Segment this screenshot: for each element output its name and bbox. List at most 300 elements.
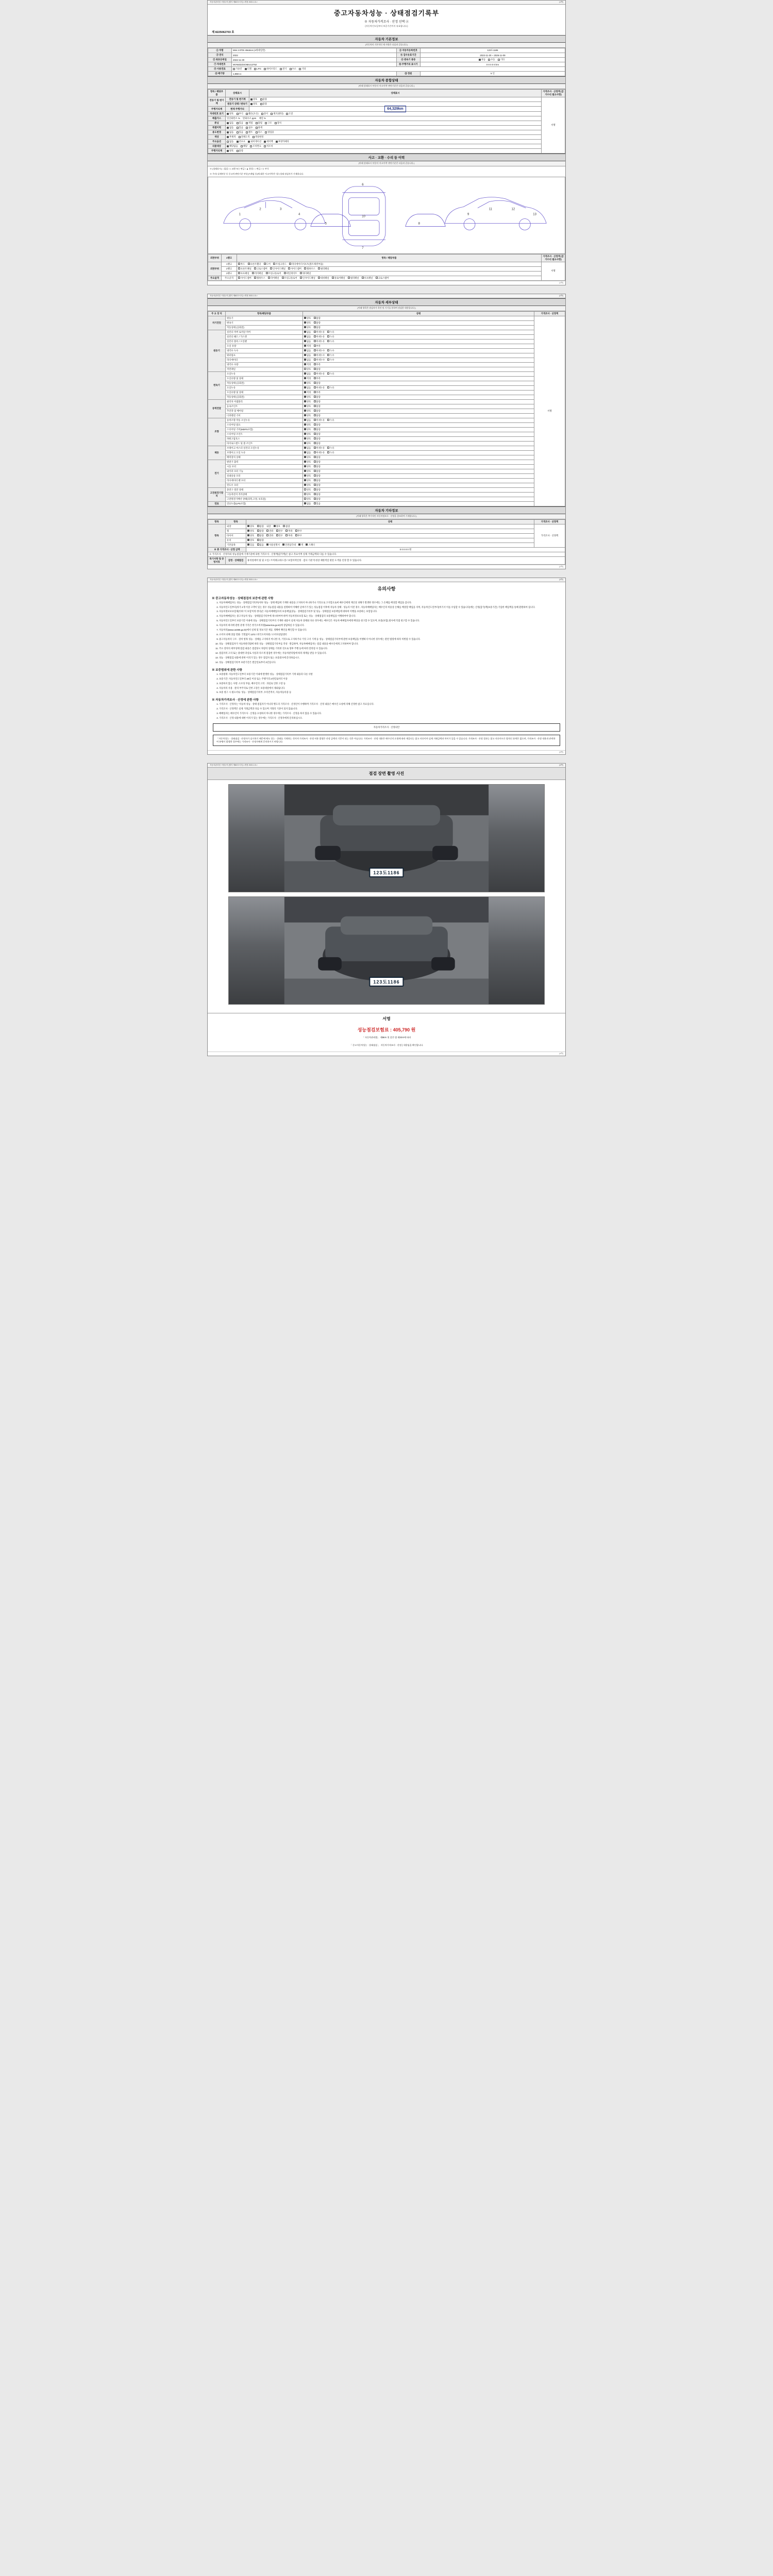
struct-item[interactable]: 플로어패널 [332,277,345,280]
state-1[interactable]: 불량 [314,474,321,478]
vin-opt-3[interactable]: 상이 [261,112,268,115]
state-2[interactable]: 누유 [327,372,334,376]
svg-text:2: 2 [259,208,261,211]
state-1[interactable]: 불량 [314,442,321,445]
state-0[interactable]: 양호 [304,461,311,464]
document-title-block [208,5,565,29]
detail-group-5: 제동 [208,446,226,460]
photos-title: 점검 장면 촬영 사진 [208,768,565,780]
opt-good[interactable]: 양호 [250,98,257,101]
fuel-label: ⑨ 사용연료 [208,67,232,72]
state-0[interactable]: 양호 [304,382,311,385]
state-1[interactable]: 미세누유 [314,447,325,450]
state-0[interactable]: 없음 [304,372,311,376]
state-0[interactable]: 양호 [304,456,311,459]
table-header-row [208,254,565,262]
state-0[interactable]: 양호 [304,428,311,431]
struct-item[interactable]: 사이드멤버 [238,277,251,280]
detail-state-1-4 [303,348,534,353]
state-1[interactable]: 불량 [314,396,321,399]
state-0[interactable]: 없음 [304,349,311,352]
state-1[interactable]: 불량 [314,456,321,459]
table-row [208,116,565,121]
detail-item-0-1: 변속기 [226,320,303,325]
basic-yes[interactable]: 있음 [247,544,254,547]
state-0[interactable]: 양호 [304,465,311,468]
detail-state-1-1 [303,334,534,339]
doc-no-suffix: 호 [231,31,234,34]
table-row [208,478,565,483]
struct-item[interactable]: 대쉬패널 [318,277,329,280]
main-option-3[interactable]: 에어백 [264,140,273,143]
main-option-0[interactable]: 없음 [227,140,233,143]
state-0[interactable]: 없음 [304,340,311,343]
table-row [208,385,565,390]
odometer-value: 0 0 0 0 0 km [420,62,565,67]
detail-sign: 서명 [534,316,565,506]
doc-no-value: 8225062703 [215,31,231,34]
basic-value-0: Mini 2.0TDi 4Motion (4세대일반) [232,48,397,53]
recall-na[interactable]: 해당없음 [227,145,238,148]
extra-opt-0[interactable]: 양호 [227,149,233,152]
state-1[interactable]: 미세누유 [314,335,325,338]
other-item-3: 유리 [226,538,246,543]
state-bad[interactable]: 불량 [257,525,264,528]
state-1[interactable]: 있음 [314,502,321,505]
state-good[interactable]: 양호 [304,321,311,325]
vin-opts [226,112,542,116]
state-1[interactable]: 미세누유 [314,386,325,389]
tuning-yes[interactable]: 있음 [237,122,243,125]
state-0[interactable]: 양호 [304,470,311,473]
state-0[interactable]: 적정 [304,345,311,348]
notice-head-2: ※ 보증범위에 관한 사항 [212,668,242,672]
state-0[interactable]: 양호 [304,474,311,478]
basic-no[interactable]: 없음 [257,544,264,547]
glass-good[interactable]: 양호 [247,539,254,542]
detail-table [208,311,565,506]
other-col-state: 상태 [246,519,534,524]
seats-value: 5 인 [420,72,565,76]
state-1[interactable]: 불량 [314,493,321,496]
detail-state-1-7 [303,362,534,367]
usage-none[interactable]: 없음 [227,131,233,134]
state-0[interactable]: 없음 [304,419,311,422]
struct-item[interactable]: 트렁크리드 [273,263,287,266]
detail-item-7-0: 충전구 절연 상태 [226,487,303,492]
state-0[interactable]: 적정 [304,391,311,394]
detail-group-7: 고전원전기장치 [208,487,226,501]
struct-item[interactable]: 프론트패널 [238,267,251,270]
struct-item[interactable]: 인사이드패널 [270,267,285,270]
state-good-2[interactable]: 양호 [274,525,280,528]
page-subtitle: ※ 자동차가격조사 · 산정 선택 ② [364,21,409,24]
state-1[interactable]: 불량 [314,368,321,371]
detail-item-6-1: 시동 모터 [226,464,303,469]
color-opts [226,135,542,140]
structure-items-2 [237,266,542,271]
special-text: 휴리얼에어 및 및 오일 / 트럭테크타드장 / 보험이력인정 · 검사 기관 특성상 제한적일 판문 도색을 인정 할 수 있습니다. [246,556,565,564]
detail-item-6-0: 발전기 출력 [226,460,303,464]
state-2[interactable]: 누수 [327,354,334,357]
state-1[interactable]: 미세누수 [314,359,325,362]
state-1[interactable]: 미세누유 [314,451,325,454]
wheel-good[interactable]: 양호 [247,530,254,533]
table-row [208,483,565,487]
history-none[interactable]: 없음 [227,126,233,129]
struct-item[interactable]: 필러패널 [348,277,359,280]
vin-item-label: 차대번호 표기 [208,112,226,116]
list-item: 3. 보증하지 않는 사항: 소모성 부품, 매수인의 고의 · 과실로 인한 고장 등 [219,682,560,685]
state-1[interactable]: 미세누유 [314,340,325,343]
struct-item[interactable]: 휠하우스 [304,267,315,270]
structure-table [208,254,565,281]
structure-rank-1: 1랭크 [222,262,237,266]
state-0[interactable]: 없음 [304,354,311,357]
fuel-other[interactable]: 기타 [299,67,306,71]
accident-sign: 서명 [542,262,565,280]
state-0[interactable]: 없음 [304,359,311,362]
struct-item[interactable]: 쿼터패널 [300,272,311,275]
sheet-4 [207,763,566,1056]
state-1[interactable]: 불량 [314,484,321,487]
state-2[interactable]: 누유 [327,331,334,334]
table-header-row [208,90,565,97]
vin-opt-1[interactable]: 부식 [237,112,243,115]
state-0[interactable]: 양호 [304,493,311,496]
list-item: 2. 자동차인도일부터(차가 2개 이상 고객이 있는 경우 성능점검 내용을 설명하여 이해한 날짜기가 있는 성능점검 이후에 자동차 상태 · 성능의 이전 경우, 자동차매매업자는 매수인의 비용상 손해를 배상할 책임을 지며, 자동차인도일부터(여기서 이를 수입할 수 있습니다)에는 산정(감가)액(보증기간) 기입한 책임액을 통해 환원하여 집니다. [219,606,560,609]
detail-item-2-4: 오일유량 및 상태 [226,390,303,395]
special-sub: 감정 · 상태점검 [226,556,246,564]
option-manual[interactable]: 수동 [488,58,495,61]
table-header-row [208,311,565,316]
page-subtitle-note: (자동차인도일부터 보증기간까지 유효합니다.) [365,25,408,27]
overall-col-2: 상태표시 [249,90,542,97]
state-1[interactable]: 부족 [314,391,321,394]
state-2[interactable]: 누유 [327,335,334,338]
tire-fr[interactable]: 전우 [276,534,283,537]
state-0[interactable]: 양호 [304,488,311,492]
basic-manual[interactable]: 사용설명서 [266,544,280,547]
basic-spanner[interactable]: 스패너 [306,544,314,547]
tuning-none[interactable]: 없음 [227,122,233,125]
color-none[interactable]: 무채색 [227,135,236,139]
history-opts [226,126,542,130]
struct-item[interactable]: 프론트휀더 [248,263,261,266]
state-1[interactable]: 불량 [314,488,321,492]
fuel-hybrid[interactable]: 하이브리드 [264,67,277,71]
tire-bad[interactable]: 불량 [257,534,264,537]
state-1[interactable]: 불량 [314,479,321,482]
state-bad[interactable]: 불량 [314,317,321,320]
vin-opt-4[interactable]: 변조(변타) [271,112,283,115]
detail-state-2-0 [303,371,534,376]
detail-item-1-0: 실린더 커버 로커암 커버 [226,330,303,334]
struct-item[interactable]: 트렁크플로어 [266,272,281,275]
table-row [208,533,565,538]
detail-item-2-0: 오일누유 [226,371,303,376]
detail-group-0: 자기진단 [208,316,226,330]
state-1[interactable]: 불량 [314,382,321,385]
table-row [208,130,565,135]
state-0[interactable]: 없음 [304,386,311,389]
state-0[interactable]: 없음 [304,331,311,334]
glass-bad[interactable]: 불량 [257,539,264,542]
sheet-2 [207,294,566,569]
detail-state-6-4 [303,478,534,483]
page-title: 중고자동차성능 · 상태점검기록부 [333,9,440,17]
tire-good[interactable]: 양호 [247,534,254,537]
usage-yes[interactable]: 있음 [237,131,243,134]
history-flood[interactable]: 침수 [246,126,253,129]
state-1[interactable]: 불량 [314,465,321,468]
fuel-hydrogen[interactable]: 수소 [290,67,296,71]
state-0[interactable]: 없음 [304,502,311,505]
detail-item-1-2: 실린더 블록 / 오일팬 [226,339,303,344]
state-2[interactable]: 누유 [327,447,334,450]
options-label: 주요옵션 [208,140,226,144]
svg-text:13: 13 [533,213,536,216]
state-1[interactable]: 미세누유 [314,419,325,422]
state-0[interactable]: 적정 [304,363,311,366]
detail-item-8-0: 연료누출(LPG포함) [226,501,303,506]
state-1[interactable]: 불량 [314,437,321,440]
wheel-rr[interactable]: 후우 [295,530,302,533]
state-0[interactable]: 양호 [304,410,311,413]
vin-opt-2[interactable]: 훼손(오손) [246,112,258,115]
table-row [208,62,565,67]
state-1[interactable]: 불량 [314,433,321,436]
vin-opt-0[interactable]: 양호 [227,112,233,115]
odometer-item-label: 주행거리계 [208,107,226,112]
form-code-3: 자동차관리법 시행규칙 [별지 제82호서식] <개정 2021.1.5.> [210,578,258,581]
usage-rent[interactable]: 렌트 [246,131,253,134]
state-1[interactable]: 부족 [314,363,321,366]
detail-item-1-4: 냉각수 누수 [226,348,303,353]
detail-state-0-1 [303,320,534,325]
struct-item[interactable]: 휠하우스 [254,277,265,280]
color-change[interactable]: 색상변경 [253,135,264,139]
state-0[interactable]: 양호 [304,405,311,408]
detail-item-1-1: 실린더 헤드 / 가스켓 [226,334,303,339]
list-item: 14. 성능 · 상태점검기록부 보관기간은 발급일로부터 2년입니다. [219,661,560,664]
history-fire[interactable]: 화재 [256,126,262,129]
state-0[interactable]: 양호 [304,396,311,399]
state-1[interactable]: 불량 [314,405,321,408]
state-1[interactable]: 부족 [314,377,321,380]
state-0[interactable]: 양호 [304,498,311,501]
state-0[interactable]: 양호 [304,400,311,403]
struct-item[interactable]: 리어패널 [252,272,263,275]
opt-good[interactable]: 양호 [250,103,257,106]
history-label: 특별이력 [208,126,226,130]
overall-col-1: 상태표시 [226,90,249,97]
table-row [208,409,565,413]
state-0[interactable]: 양호 [304,414,311,417]
state-1[interactable]: 미세누수 [314,354,325,357]
structure-rank-4: 주요골격 [222,276,237,280]
state-2[interactable]: 누유 [327,419,334,422]
detail-group-6: 전기 [208,460,226,487]
state-good[interactable]: 양호 [304,326,311,329]
svg-text:7: 7 [362,246,364,250]
recall-yes[interactable]: 해당 [241,145,247,148]
state-bad[interactable]: 불량 [314,326,321,329]
state-0[interactable]: 양호 [304,368,311,371]
emission-label: 배출가스 [208,116,226,121]
detail-state-5-1 [303,450,534,455]
struct-item[interactable]: 크로스멤버 [254,267,267,270]
table-row [208,497,565,501]
state-2[interactable]: 누유 [327,386,334,389]
state-2[interactable]: 누수 [327,359,334,362]
state-1[interactable]: 불량 [314,470,321,473]
table-row [208,149,565,154]
tire-rl[interactable]: 후좌 [285,534,292,537]
list-item: 8. 소비자 피해 상담 전화: 국번없이 1372 / 한국소비자원 / 소비자상담센터 [219,633,560,636]
svg-text:11: 11 [489,208,492,211]
table-row [208,381,565,385]
detail-item-1-5: 워터펌프 [226,353,303,358]
tire-fl[interactable]: 전좌 [266,534,273,537]
vin-opt-5[interactable]: 도말 [286,112,293,115]
fuel-lpg[interactable]: LPG [254,67,261,70]
basic-label2-3: ⑩ 주행거리 표시기 [396,62,420,67]
displacement-label: ⑪ 배기량 [208,72,232,76]
struct-item[interactable]: 사이드멤버 [288,267,301,270]
state-good[interactable]: 양호 [247,525,254,528]
struct-item[interactable]: 루프패널 [362,277,373,280]
svg-text:5: 5 [325,222,327,226]
state-0[interactable]: 없음 [304,335,311,338]
usage-lease[interactable]: 리스 [256,131,262,134]
state-0[interactable]: 양호 [304,484,311,487]
fuel-gasoline[interactable]: 가솔린 [233,67,242,71]
struct-item[interactable]: 트렁크플로어 [282,277,297,280]
state-1[interactable]: 부족 [314,345,321,348]
state-0[interactable]: 양호 [304,479,311,482]
wheel-fr[interactable]: 전우 [276,530,283,533]
struct-item[interactable]: 크로스멤버 [376,277,389,280]
fuel-electric[interactable]: 전기 [280,67,287,71]
recall-notdone[interactable]: 미조치 [264,145,273,148]
basic-triangle[interactable]: 안전삼각대 [282,544,296,547]
state-1[interactable]: 불량 [314,414,321,417]
table-row [208,344,565,348]
basic-jack[interactable]: 잭 [298,544,303,547]
fuel-diesel[interactable]: 디젤 [245,67,251,71]
detail-state-2-1 [303,376,534,381]
state-0[interactable]: 양호 [304,437,311,440]
state-1[interactable]: 불량 [314,461,321,464]
basic-label2-2: ⑥ 변속기 종류 [396,58,420,62]
tuning-illegal[interactable]: 불법 [256,122,262,125]
structure-col-sign: 가격조사 · 산정액 (감가수리 필요사항) [542,254,565,262]
state-1[interactable]: 불량 [314,428,321,431]
state-good[interactable]: 양호 [304,317,311,320]
state-0[interactable]: 양호 [304,423,311,427]
struct-item[interactable]: 리어패널 [268,277,279,280]
wheel-bad[interactable]: 불량 [257,530,264,533]
color-full[interactable]: 전체도색 [239,135,250,139]
struct-item[interactable]: 후드 [238,263,245,266]
struct-item[interactable]: 루프패널 [238,272,249,275]
state-0[interactable]: 없음 [304,451,311,454]
state-2[interactable]: 누유 [327,340,334,343]
state-0[interactable]: 양호 [304,442,311,445]
detail-item-4-3: 스티어링 조인트 [226,432,303,436]
state-bad-2[interactable]: 불량 [283,525,290,528]
state-1[interactable]: 미세누유 [314,331,325,334]
list-item: 1. 가격조사 · 산정자는 '자동차 성능 · 상태 점검자가 아니라 별도의 가격조사 · 산정인이 수행하며 가격조사 · 산정 내용은 매수인 요청에 의해 산정한 참고 자료입니다. [219,703,560,706]
extra-opt-1[interactable]: 불량 [237,149,243,152]
main-option-4[interactable]: 후방카메라 [276,140,289,143]
wheel-fl[interactable]: 전좌 [266,530,273,533]
detail-state-2-4 [303,390,534,395]
state-1[interactable]: 미세누유 [314,372,325,376]
fuel-options [232,67,565,72]
opt-bad[interactable]: 불량 [260,98,267,101]
state-1[interactable]: 불량 [314,423,321,427]
photos-container [208,780,565,1013]
struct-item[interactable]: 도어 [264,263,271,266]
state-bad[interactable]: 불량 [314,321,321,325]
wheel-rl[interactable]: 후좌 [285,530,292,533]
state-1[interactable]: 불량 [314,498,321,501]
table-row [208,524,565,529]
structure-group-frame: 주요골격 [208,276,222,280]
state-1[interactable]: 미세누수 [314,349,325,352]
tire-rr[interactable]: 후우 [295,534,302,537]
main-option-2[interactable]: 내비게이션 [248,140,261,143]
history-yes[interactable]: 있음 [237,126,243,129]
state-2[interactable]: 누수 [327,349,334,352]
list-item: 1. 보증범위: 자동차인도일부터 보증기간 이내에 발생한 성능 · 상태점검기록부 기재 내용과 다른 사항 [219,673,560,676]
main-option-1[interactable]: 선루프 [237,140,245,143]
struct-item[interactable]: 라디에이터서포트(볼트체결부품) [289,263,323,266]
detail-state-1-6 [303,358,534,362]
table-row [208,334,565,339]
notice-head-3: ※ 자동차가격조사 · 산정에 관한 사항 [212,699,259,702]
state-1[interactable]: 불량 [314,400,321,403]
opt-bad[interactable]: 불량 [260,103,267,106]
state-0[interactable]: 없음 [304,447,311,450]
tuning-legal[interactable]: 적법 [246,122,253,125]
struct-item[interactable]: 필러패널 [318,267,329,270]
tuning-structure[interactable]: 구조 [265,122,272,125]
option-auto[interactable]: 자동 [479,58,485,61]
table-row [208,543,565,547]
recall-done[interactable]: 조치완료 [250,145,261,148]
list-item: 2. 가격조사 · 산정액은 실제 거래금액과 다를 수 있으며 거래의 기준이 되지 않습니다. [219,707,560,710]
struct-item[interactable]: 인사이드패널 [300,277,315,280]
table-row [208,455,565,460]
detail-state-2-5 [303,395,534,399]
detail-col-item: 항목/해당부품 [226,311,303,316]
state-0[interactable]: 적정 [304,377,311,380]
tuning-device[interactable]: 장치 [275,122,281,125]
state-1[interactable]: 불량 [314,410,321,413]
detail-state-3-0 [303,399,534,404]
state-0[interactable]: 양호 [304,433,311,436]
insurance-price-value: 405,790 원 [393,1027,416,1033]
state-2[interactable]: 누유 [327,451,334,454]
usage-business[interactable]: 영업용 [265,131,274,134]
overall-opts-0 [249,97,542,102]
doc-no-label: 제 [212,31,215,34]
option-other[interactable]: 기타 [498,58,505,61]
struct-item[interactable]: 테일게이트 [284,272,297,275]
